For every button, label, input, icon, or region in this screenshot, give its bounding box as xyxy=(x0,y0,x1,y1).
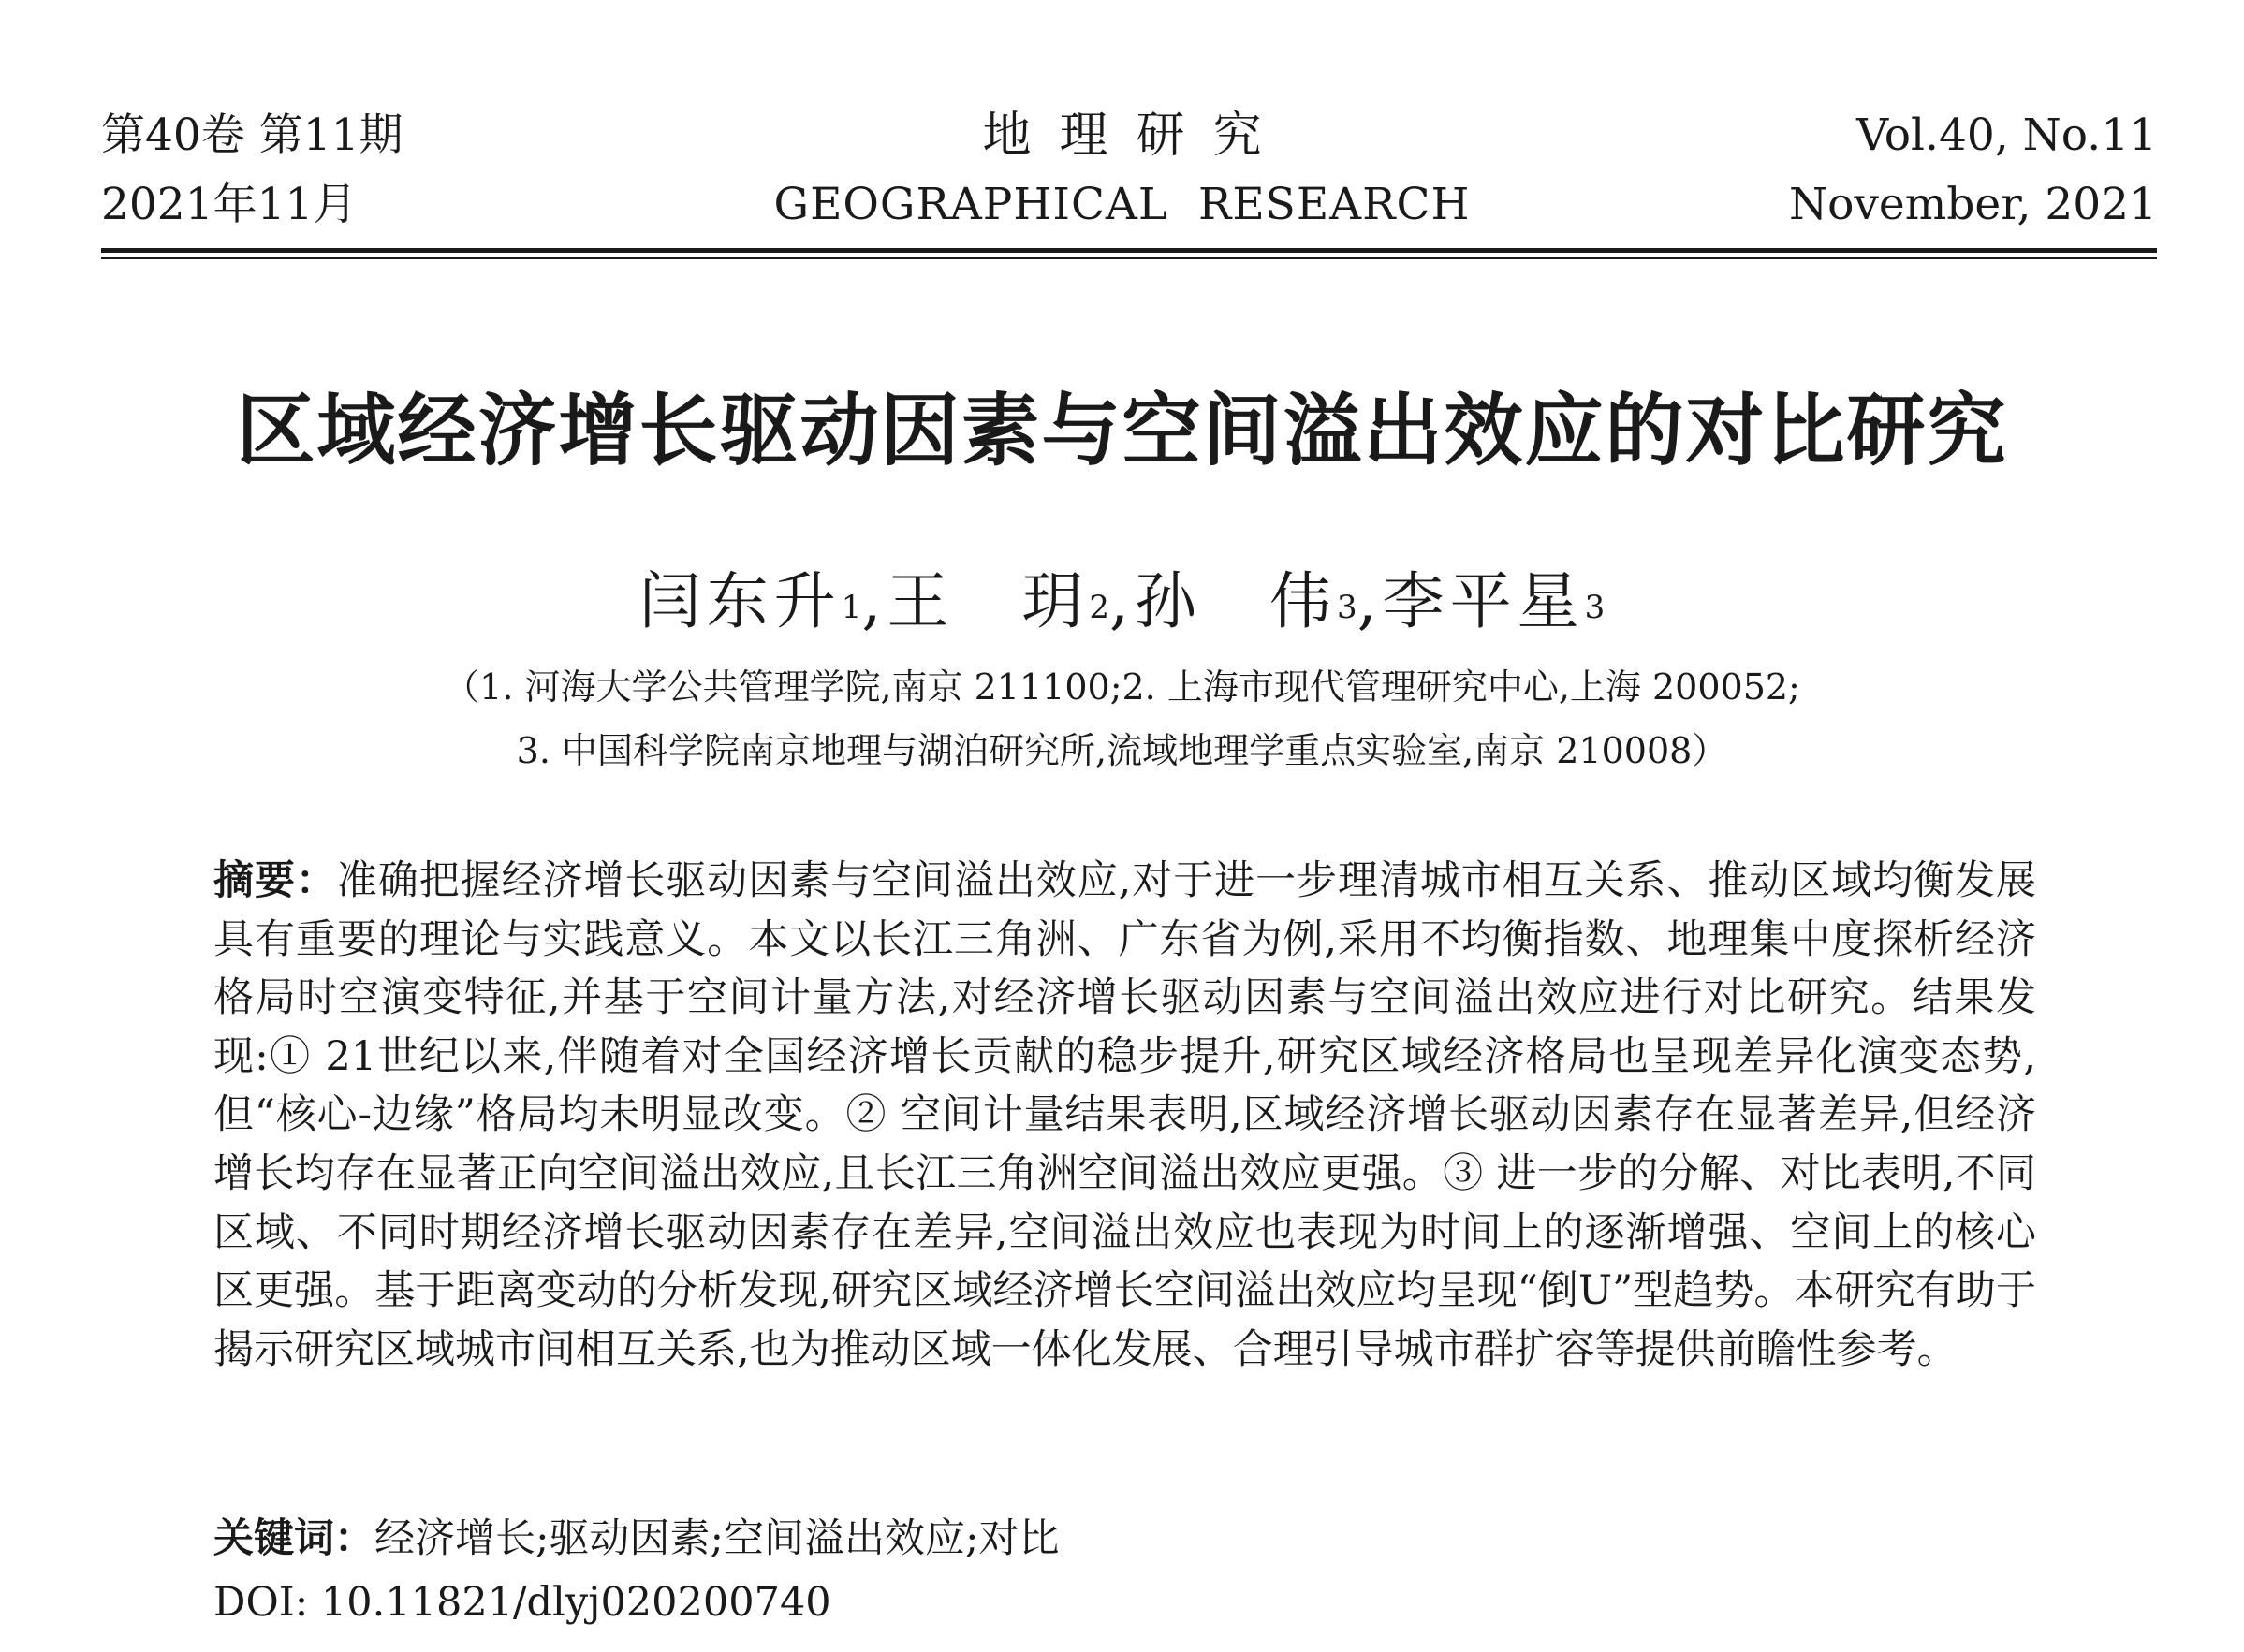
journal-name-en: GEOGRAPHICAL RESEARCH xyxy=(773,179,1471,230)
author-affiliation-mark: 1 xyxy=(841,589,862,626)
doi xyxy=(213,1572,831,1632)
affiliation-line: 3. 中国科学院南京地理与湖泊研究所,流域地理学重点实验室,南京 210008） xyxy=(516,730,1728,771)
abstract-label: 摘要： xyxy=(213,857,337,904)
author-name: 闫东升 xyxy=(638,565,842,637)
date-cn: 2021年11月 xyxy=(101,179,358,230)
abstract xyxy=(213,852,2036,1379)
date-en: November, 2021 xyxy=(1788,179,2157,230)
author-affiliation-mark: 2 xyxy=(1089,589,1109,626)
author-affiliation-mark: 3 xyxy=(1336,589,1357,626)
doi-label: DOI: xyxy=(213,1579,309,1626)
affiliations xyxy=(0,655,2244,782)
keywords-text: 经济增长;驱动因素;空间溢出效应;对比 xyxy=(374,1515,1060,1562)
header-rule-thick xyxy=(101,248,2157,253)
volume-issue-en: Vol.40, No.11 xyxy=(1856,110,2157,161)
keywords-label: 关键词： xyxy=(213,1515,374,1562)
keywords xyxy=(213,1509,1059,1569)
author-name: 王 玥 xyxy=(887,565,1090,637)
article-title: 区域经济增长驱动因素与空间溢出效应的对比研究 xyxy=(236,385,2008,476)
volume-issue-cn: 第40卷 第11期 xyxy=(101,110,403,161)
author-affiliation-mark: 3 xyxy=(1584,589,1606,626)
author-list: 闫东升$^1$,王 玥$^2$,孙 伟$^3$,李平星$^3$ xyxy=(638,565,1606,637)
affiliation-line: （1. 河海大学公共管理学院,南京 211100;2. 上海市现代管理研究中心,上海 200052; xyxy=(444,666,1800,708)
abstract-text: 准确把握经济增长驱动因素与空间溢出效应,对于进一步理清城市相互关系、推动区域均衡发展具有重要的理论与实践意义。本文以长江三角洲、广东省为例,采用不均衡指数、地理集中度探析经济格局时空演变特征,并基于空间计量方法,对经济增长驱动因素与空间溢出效应进行对比研究。结果发现:① 21世纪以来,伴随着对全国经济增长贡献的稳步提升,研究区域经济格局也呈现差异化演变态势,但“核心-边缘”格局均未明显改变。② 空间计量结果表明,区域经济增长驱动因素存在显著差异,但经济增长均存在显著正向空间溢出效应,且长江三角洲空间溢出效应更强。③ 进一步的分解、对比表明,不同区域、不同时期经济增长驱动因素存在差异,空间溢出效应也表现为时间上的逐渐增强、空间上的核心区更强。基于距离变动的分析发现,研究区域经济增长空间溢出效应均呈现“倒U”型趋势。本研究有助于揭示研究区域城市间相互关系,也为推动区域一体化发展、合理引导城市群扩容等提供前瞻性参考。 xyxy=(213,857,2037,1373)
header-right xyxy=(1789,101,2157,240)
author-name: 孙 伟 xyxy=(1134,565,1337,637)
doi-value: 10.11821/dlyj020200740 xyxy=(320,1579,831,1626)
author-name: 李平星 xyxy=(1382,565,1585,637)
journal-name-cn: 地理研究 xyxy=(982,108,1290,164)
header-rule-thin xyxy=(101,257,2157,259)
